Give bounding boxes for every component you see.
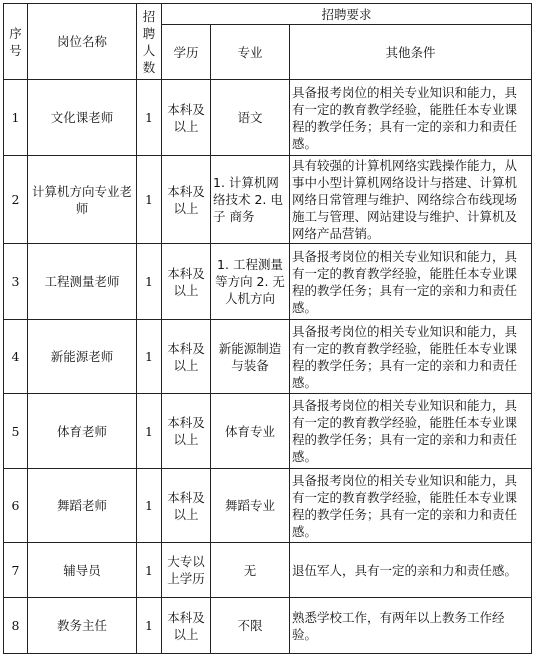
cell-count: 1 bbox=[137, 320, 162, 394]
cell-seq: 2 bbox=[4, 156, 28, 244]
recruitment-table bbox=[3, 3, 532, 654]
table-row bbox=[4, 598, 532, 654]
table-row bbox=[4, 80, 532, 156]
cell-other: 具备报考岗位的相关专业知识和能力，具有一定的教育教学经验，能胜任本专业课程的教学任务；具有一定的亲和力和责任感。 bbox=[290, 244, 532, 320]
cell-major: 不限 bbox=[211, 598, 290, 654]
cell-other: 熟悉学校工作，有两年以上教务工作经验。 bbox=[290, 598, 532, 654]
header-seq: 序号 bbox=[4, 4, 28, 80]
cell-education: 本科及以上 bbox=[162, 598, 211, 654]
cell-seq: 5 bbox=[4, 394, 28, 469]
header-major: 专业 bbox=[211, 25, 290, 80]
cell-position: 辅导员 bbox=[28, 543, 137, 598]
cell-position: 体育老师 bbox=[28, 394, 137, 469]
cell-education: 本科及以上 bbox=[162, 80, 211, 156]
cell-other: 具备报考岗位的相关专业知识和能力，具有一定的教育教学经验，能胜任本专业课程的教学任务；具有一定的亲和力和责任感。 bbox=[290, 320, 532, 394]
cell-other: 具备报考岗位的相关专业知识和能力，具有一定的教育教学经验，能胜任本专业课程的教学任务；具有一定的亲和力和责任感。 bbox=[290, 469, 532, 543]
cell-seq: 7 bbox=[4, 543, 28, 598]
cell-major: 1. 计算机网络技术 2. 电 子 商务 bbox=[211, 156, 290, 244]
cell-major: 体育专业 bbox=[211, 394, 290, 469]
cell-seq: 4 bbox=[4, 320, 28, 394]
table-row bbox=[4, 543, 532, 598]
cell-position: 文化课老师 bbox=[28, 80, 137, 156]
cell-position: 计算机方向专业老师 bbox=[28, 156, 137, 244]
table-row bbox=[4, 320, 532, 394]
table-row bbox=[4, 469, 532, 543]
cell-seq: 8 bbox=[4, 598, 28, 654]
cell-other: 具备报考岗位的相关专业知识和能力，具有一定的教育教学经验，能胜任本专业课程的教学任务；具有一定的亲和力和责任感。 bbox=[290, 394, 532, 469]
cell-education: 本科及以上 bbox=[162, 156, 211, 244]
cell-major: 舞蹈专业 bbox=[211, 469, 290, 543]
cell-position: 工程测量老师 bbox=[28, 244, 137, 320]
table-row bbox=[4, 244, 532, 320]
cell-count: 1 bbox=[137, 598, 162, 654]
cell-position: 舞蹈老师 bbox=[28, 469, 137, 543]
header-count: 招聘人数 bbox=[137, 4, 162, 80]
cell-other: 具备报考岗位的相关专业知识和能力，具有一定的教育教学经验，能胜任本专业课程的教学任务；具有一定的亲和力和责任感。 bbox=[290, 80, 532, 156]
cell-major: 新能源制造与装备 bbox=[211, 320, 290, 394]
cell-seq: 1 bbox=[4, 80, 28, 156]
header-requirements: 招聘要求 bbox=[162, 4, 532, 25]
cell-major: 语文 bbox=[211, 80, 290, 156]
cell-seq: 6 bbox=[4, 469, 28, 543]
cell-position: 教务主任 bbox=[28, 598, 137, 654]
header-position: 岗位名称 bbox=[28, 4, 137, 80]
cell-count: 1 bbox=[137, 156, 162, 244]
cell-position: 新能源老师 bbox=[28, 320, 137, 394]
cell-count: 1 bbox=[137, 394, 162, 469]
header-education: 学历 bbox=[162, 25, 211, 80]
header-other: 其他条件 bbox=[290, 25, 532, 80]
cell-education: 本科及以上 bbox=[162, 244, 211, 320]
cell-count: 1 bbox=[137, 80, 162, 156]
cell-count: 1 bbox=[137, 469, 162, 543]
cell-count: 1 bbox=[137, 244, 162, 320]
cell-other: 具有较强的计算机网络实践操作能力，从事中小型计算机网络设计与搭建、计算机网络日常管理与维护、网络综合布线现场施工与管理、网站建设与维护、计算机及网络产品营销。 bbox=[290, 156, 532, 244]
cell-education: 大专以上学历 bbox=[162, 543, 211, 598]
cell-other: 退伍军人，具有一定的亲和力和责任感。 bbox=[290, 543, 532, 598]
cell-education: 本科及以上 bbox=[162, 320, 211, 394]
table-row bbox=[4, 394, 532, 469]
cell-major: 1. 工程测量等方向 2. 无人机方向 bbox=[211, 244, 290, 320]
cell-major: 无 bbox=[211, 543, 290, 598]
cell-count: 1 bbox=[137, 543, 162, 598]
cell-education: 本科及以上 bbox=[162, 469, 211, 543]
table-row bbox=[4, 156, 532, 244]
cell-education: 本科及以上 bbox=[162, 394, 211, 469]
cell-seq: 3 bbox=[4, 244, 28, 320]
